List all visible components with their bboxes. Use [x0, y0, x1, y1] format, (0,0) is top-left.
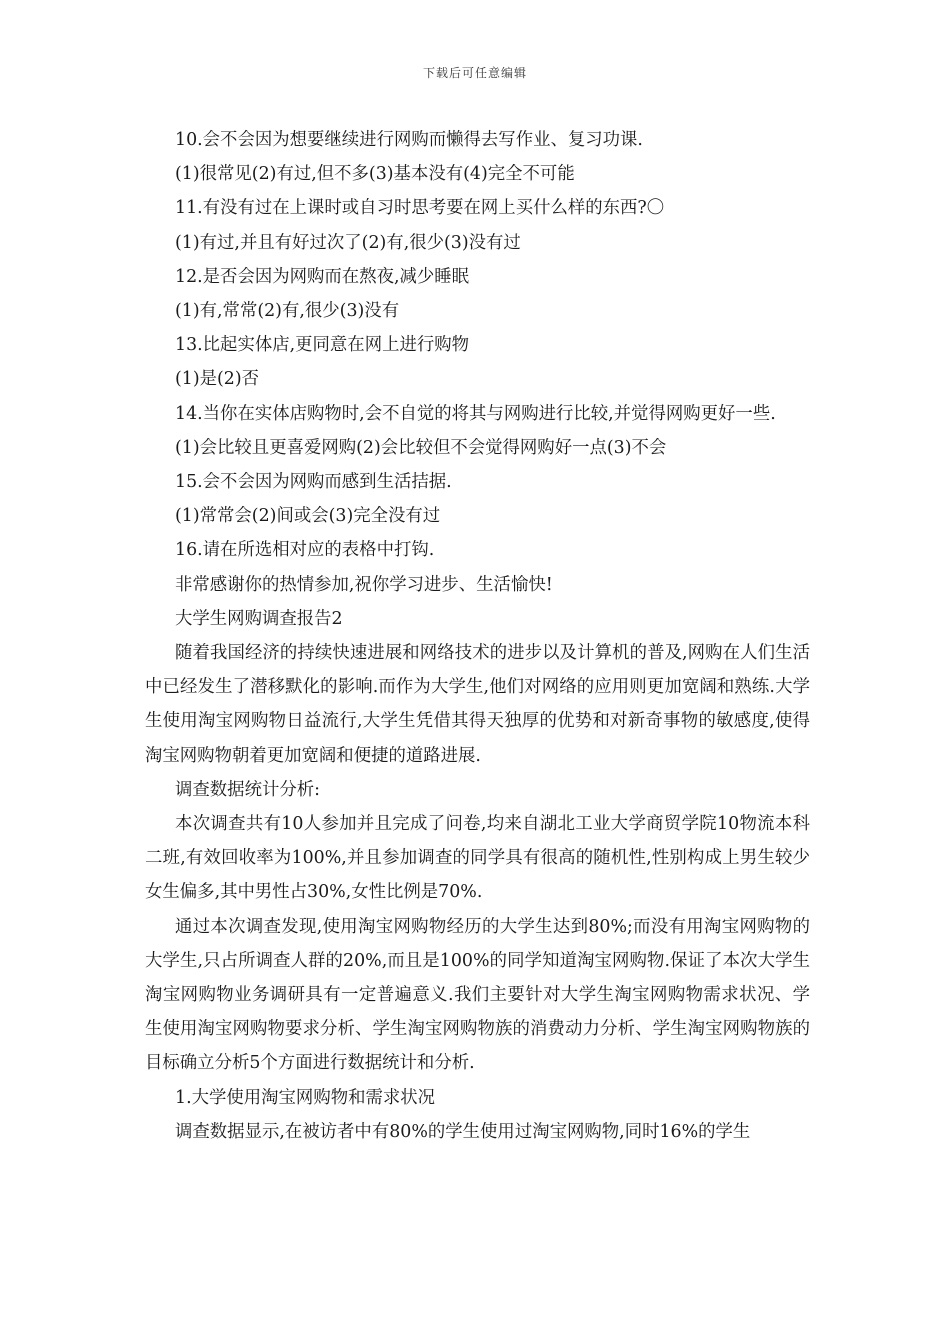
- question-11: 11.有没有过在上课时或自习时思考要在网上买什么样的东西?〇: [175, 198, 665, 219]
- answer-options-12: (1)有,常常(2)有,很少(3)没有: [175, 301, 400, 322]
- section-heading-analysis: 调查数据统计分析:: [175, 779, 320, 800]
- survey-sample-paragraph: 本次调查共有10人参加并且完成了问卷,均来自湖北工业大学商贸学院10物流本科二班,有效回收率为100%,并且参加调查的同学具有很高的随机性,性别构成上男生较少女生偏多,其中男性占30%,女性比例是70%.: [145, 814, 810, 903]
- findings-paragraph: 通过本次调查发现,使用淘宝网购物经历的大学生达到80%;而没有用淘宝网购物的大学生,只占所调查人群的20%,而且是100%的同学知道淘宝网购物.保证了本次大学生淘宝网购物业务调研具有一定普遍意义.我们主要针对大学生淘宝网购物需求状况、学生使用淘宝网购物要求分析、学生淘宝网购物族的消费动力分析、学生淘宝网购物族的目标确立分析5个方面进行数据统计和分析.: [145, 916, 810, 1074]
- question-10: 10.会不会因为想要继续进行网购而懒得去写作业、复习功课.: [175, 130, 643, 150]
- report-title: 大学生网购调查报告2: [175, 608, 343, 629]
- document-body: [145, 123, 810, 1149]
- question-14: 14.当你在实体店购物时,会不自觉的将其与网购进行比较,并觉得网购更好一些.: [175, 403, 776, 424]
- intro-paragraph: 随着我国经济的持续快速进展和网络技术的进步以及计算机的普及,网购在人们生活中已经发生了潜移默化的影响.而作为大学生,他们对网络的应用则更加宽阔和熟练.大学生使用淘宝网购物日益流行,大学生凭借其得天独厚的优势和对新奇事物的敏感度,使得淘宝网购物朝着更加宽阔和便捷的道路进展.: [145, 643, 810, 766]
- page-header: 下载后可任意编辑: [422, 66, 527, 80]
- question-12: 12.是否会因为网购而在熬夜,减少睡眠: [175, 266, 470, 287]
- answer-options-13: (1)是(2)否: [175, 369, 260, 390]
- answer-options-11: (1)有过,并且有好过次了(2)有,很少(3)没有过: [175, 232, 521, 253]
- question-15: 15.会不会因为网购而感到生活拮据.: [175, 472, 452, 493]
- question-13: 13.比起实体店,更同意在网上进行购物: [175, 335, 470, 356]
- answer-options-14: (1)会比较且更喜爱网购(2)会比较但不会觉得网购好一点(3)不会: [175, 437, 667, 458]
- closing-thanks: 非常感谢你的热情参加,祝你学习进步、生活愉快!: [175, 574, 553, 595]
- question-16: 16.请在所选相对应的表格中打钩.: [175, 540, 435, 561]
- subsection-heading-1: 1.大学使用淘宝网购物和需求状况: [175, 1087, 436, 1108]
- data-paragraph: 调查数据显示,在被访者中有80%的学生使用过淘宝网购物,同时16%的学生: [175, 1121, 751, 1142]
- answer-options-10: (1)很常见(2)有过,但不多(3)基本没有(4)完全不可能: [175, 164, 575, 185]
- answer-options-15: (1)常常会(2)间或会(3)完全没有过: [175, 506, 441, 527]
